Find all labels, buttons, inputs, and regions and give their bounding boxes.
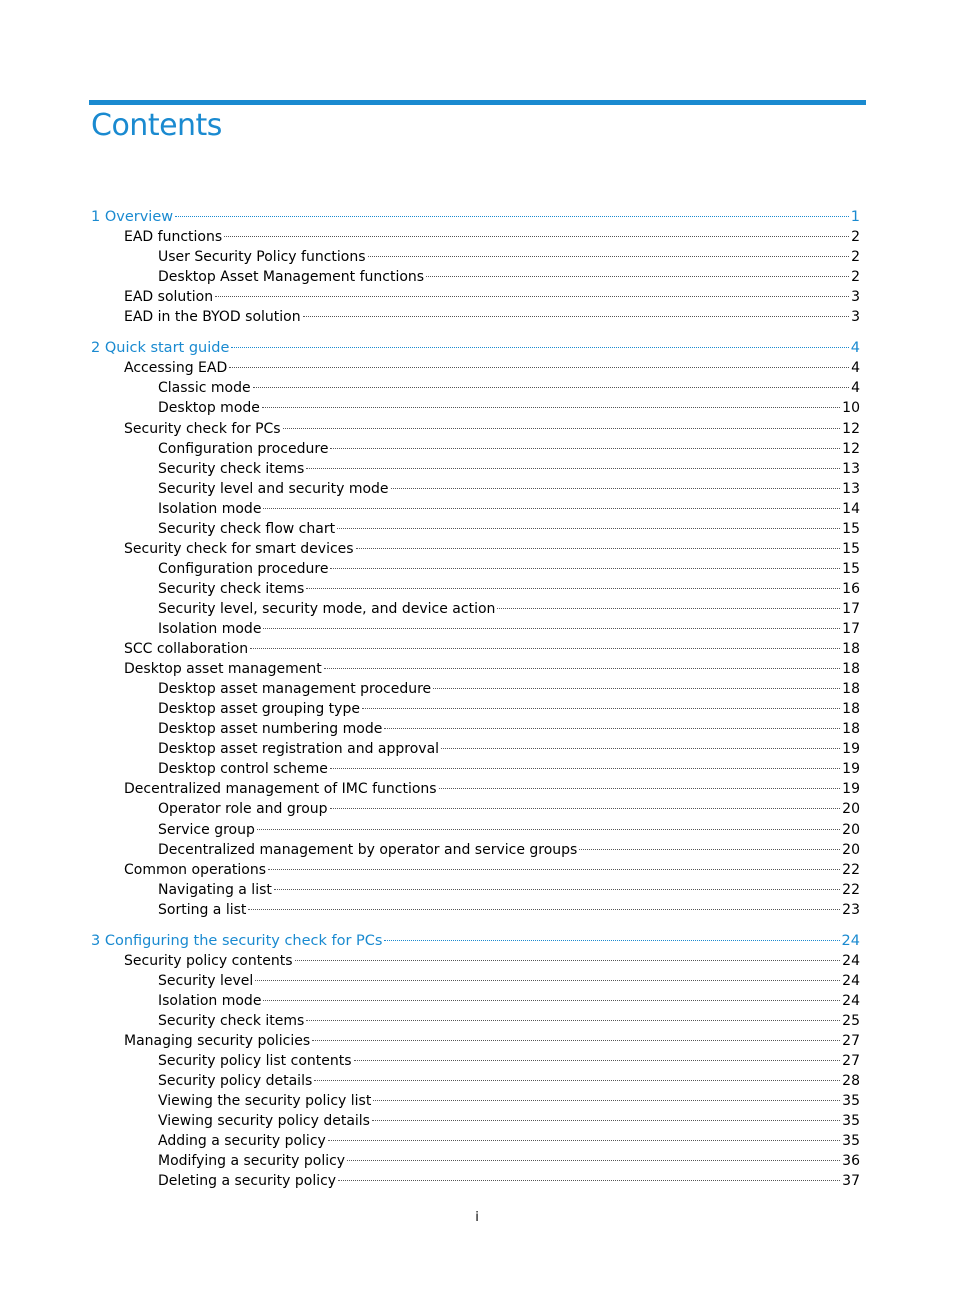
toc-entry-page: 10: [842, 400, 860, 417]
toc-entry[interactable]: [124, 779, 860, 799]
toc-entry-title: Decentralized management by operator and service groups: [158, 841, 578, 858]
toc-entry[interactable]: [158, 1071, 860, 1091]
dot-leader: [338, 1180, 840, 1181]
dot-leader: [579, 849, 840, 850]
toc-entry-title: Security check items: [158, 1012, 305, 1029]
toc-entry[interactable]: [158, 880, 860, 900]
page-title: Contents: [91, 108, 222, 143]
dot-leader: [306, 1020, 840, 1021]
toc-chapter-entry[interactable]: [91, 931, 860, 951]
toc-entry-title: Desktop asset grouping type: [158, 701, 360, 718]
toc-entry-title: Security policy details: [158, 1073, 313, 1090]
toc-entry-page: 24: [842, 992, 860, 1009]
toc-entry-page: 4: [850, 340, 860, 357]
toc-entry-page: 22: [842, 881, 860, 898]
toc-entry-page: 20: [842, 841, 860, 858]
toc-entry-page: 18: [842, 701, 860, 718]
toc-entry[interactable]: [124, 659, 860, 679]
dot-leader: [354, 1060, 841, 1061]
toc-entry-page: 16: [842, 580, 860, 597]
dot-leader: [263, 508, 840, 509]
dot-leader: [224, 236, 849, 237]
toc-entry-title: User Security Policy functions: [158, 249, 366, 266]
toc-entry-page: 36: [842, 1153, 860, 1170]
toc-entry-title: Security level: [158, 972, 254, 989]
toc-entry-page: 23: [842, 901, 860, 918]
toc-entry-title: Viewing the security policy list: [158, 1093, 372, 1110]
toc-entry-title: Accessing EAD: [124, 360, 228, 377]
toc-entry-title: Deleting a security policy: [158, 1173, 337, 1190]
toc-entry-title: Isolation mode: [158, 992, 262, 1009]
toc-entry-title: Desktop asset registration and approval: [158, 741, 440, 758]
toc-entry[interactable]: [124, 1031, 860, 1051]
toc-entry-title: Desktop Asset Management functions: [158, 269, 425, 286]
dot-leader: [368, 256, 850, 257]
toc-entry[interactable]: [124, 287, 860, 307]
toc-entry-page: 35: [842, 1113, 860, 1130]
toc-entry[interactable]: [158, 840, 860, 860]
toc-entry-title: Security check items: [158, 580, 305, 597]
footer-page-number: i: [475, 1210, 479, 1225]
dot-leader: [215, 296, 849, 297]
toc-entry-title: Adding a security policy: [158, 1133, 326, 1150]
toc-entry-title: 2 Quick start guide: [91, 340, 230, 357]
toc-entry-page: 17: [842, 600, 860, 617]
dot-leader: [384, 940, 839, 941]
toc-entry-page: 4: [851, 380, 860, 397]
dot-leader: [229, 367, 849, 368]
toc-entry-title: Desktop asset management procedure: [158, 681, 432, 698]
toc-entry-page: 27: [842, 1033, 860, 1049]
toc-entry[interactable]: [158, 559, 860, 579]
toc-entry-title: Decentralized management of IMC functions: [124, 781, 437, 798]
toc-entry[interactable]: [158, 820, 860, 840]
toc-entry[interactable]: [158, 679, 860, 699]
toc-entry-page: 18: [842, 641, 860, 658]
toc-entry[interactable]: [158, 519, 860, 539]
toc-entry-page: 1: [850, 209, 860, 225]
dot-leader: [268, 869, 840, 870]
toc-entry-page: 24: [842, 952, 860, 969]
toc-entry[interactable]: [124, 951, 860, 971]
toc-entry[interactable]: [158, 1111, 860, 1131]
toc-entry-page: 19: [842, 761, 860, 778]
toc-entry-page: 19: [842, 781, 860, 798]
dot-leader: [231, 347, 848, 348]
toc-entry-title: Security check for smart devices: [124, 540, 354, 557]
toc-entry-page: 17: [842, 621, 860, 637]
toc-entry-page: 35: [842, 1133, 860, 1150]
toc-entry-page: 25: [842, 1012, 860, 1029]
toc-entry-title: Desktop control scheme: [158, 761, 328, 778]
toc-entry[interactable]: [158, 1171, 860, 1191]
toc-entry-title: Configuration procedure: [158, 560, 329, 577]
toc-entry-title: Isolation mode: [158, 621, 262, 637]
toc-entry-title: Common operations: [124, 861, 267, 878]
toc-entry-title: 1 Overview: [91, 209, 174, 225]
toc-entry[interactable]: [158, 398, 860, 418]
dot-leader: [257, 829, 840, 830]
dot-leader: [306, 468, 840, 469]
toc-entry-page: 14: [842, 500, 860, 517]
toc-entry-page: 13: [842, 460, 860, 477]
toc-entry[interactable]: [158, 1011, 860, 1031]
toc-entry[interactable]: [158, 599, 860, 619]
dot-leader: [384, 728, 840, 729]
toc-entry-page: 28: [842, 1073, 860, 1090]
dot-leader: [373, 1100, 840, 1101]
toc-entry[interactable]: [158, 991, 860, 1011]
toc-entry-page: 37: [842, 1173, 860, 1190]
dot-leader: [263, 628, 840, 629]
toc-entry-page: 20: [842, 801, 860, 818]
toc-entry[interactable]: [124, 307, 860, 327]
dot-leader: [274, 889, 840, 890]
toc-entry[interactable]: [124, 639, 860, 659]
dot-leader: [303, 316, 849, 317]
toc-entry-title: Sorting a list: [158, 901, 247, 918]
toc-entry[interactable]: [158, 378, 860, 398]
toc-entry-title: Navigating a list: [158, 881, 272, 898]
toc-entry[interactable]: [158, 247, 860, 267]
toc-entry-title: Modifying a security policy: [158, 1153, 346, 1170]
toc-entry-page: 2: [851, 269, 860, 286]
toc-entry-title: SCC collaboration: [124, 641, 249, 658]
dot-leader: [253, 387, 850, 388]
dot-leader: [372, 1120, 840, 1121]
toc-entry-page: 3: [851, 309, 860, 326]
toc-entry-page: 18: [842, 681, 860, 698]
toc-entry-title: 3 Configuring the security check for PCs: [91, 932, 383, 949]
toc-entry-title: Desktop mode: [158, 400, 260, 417]
toc-entry-page: 20: [842, 821, 860, 838]
toc-entry-page: 13: [842, 480, 860, 497]
toc-entry-title: Isolation mode: [158, 500, 262, 517]
toc-entry-page: 24: [841, 932, 860, 949]
toc-entry-page: 15: [842, 560, 860, 577]
toc-entry-page: 2: [851, 229, 860, 246]
toc-entry-title: Security check items: [158, 460, 305, 477]
toc-entry[interactable]: [124, 419, 860, 439]
toc-entry[interactable]: [158, 479, 860, 499]
dot-leader: [248, 909, 840, 910]
toc-entry[interactable]: [158, 759, 860, 779]
toc-entry-title: Desktop asset management: [124, 661, 322, 678]
toc-entry-page: 18: [842, 721, 860, 738]
dot-leader: [347, 1160, 840, 1161]
toc-entry-page: 3: [851, 289, 860, 306]
toc-entry-title: Classic mode: [158, 380, 251, 397]
dot-leader: [441, 748, 840, 749]
toc-entry[interactable]: [158, 619, 860, 639]
dot-leader: [314, 1080, 840, 1081]
toc-entry[interactable]: [158, 1051, 860, 1071]
toc-entry[interactable]: [158, 1091, 860, 1111]
toc-chapter-entry[interactable]: [91, 207, 860, 227]
toc-entry-title: Desktop asset numbering mode: [158, 721, 383, 738]
toc-entry-title: Security policy contents: [124, 952, 293, 969]
toc-entry-title: EAD solution: [124, 289, 214, 306]
toc-entry-title: Managing security policies: [124, 1033, 311, 1049]
toc-entry[interactable]: [158, 900, 860, 920]
dot-leader: [283, 428, 841, 429]
toc-entry[interactable]: [158, 971, 860, 991]
toc-entry-title: EAD in the BYOD solution: [124, 309, 301, 326]
toc-entry[interactable]: [158, 459, 860, 479]
dot-leader: [330, 448, 840, 449]
toc-entry-title: Security policy list contents: [158, 1053, 352, 1070]
dot-leader: [330, 768, 840, 769]
toc-entry-page: 2: [851, 249, 860, 266]
dot-leader: [426, 276, 849, 277]
toc-entry-title: Service group: [158, 821, 255, 838]
dot-leader: [175, 216, 849, 217]
dot-leader: [337, 528, 840, 529]
toc-entry-title: Operator role and group: [158, 801, 328, 818]
toc-entry-page: 12: [842, 420, 860, 437]
dot-leader: [324, 668, 840, 669]
dot-leader: [295, 960, 841, 961]
dot-leader: [312, 1040, 840, 1041]
dot-leader: [439, 788, 841, 789]
toc-entry[interactable]: [158, 799, 860, 819]
toc-entry-title: Security level and security mode: [158, 480, 389, 497]
toc-entry[interactable]: [158, 699, 860, 719]
dot-leader: [356, 548, 841, 549]
dot-leader: [250, 648, 840, 649]
toc-entry-title: EAD functions: [124, 229, 223, 246]
dot-leader: [262, 407, 840, 408]
dot-leader: [306, 588, 840, 589]
toc-entry-page: 18: [842, 661, 860, 678]
toc-entry-title: Security level, security mode, and device action: [158, 600, 496, 617]
toc-chapter-entry[interactable]: [91, 338, 860, 358]
toc-entry[interactable]: [124, 539, 860, 559]
toc-entry-title: Configuration procedure: [158, 440, 329, 457]
toc-entry-page: 35: [842, 1093, 860, 1110]
dot-leader: [362, 708, 840, 709]
dot-leader: [255, 980, 840, 981]
toc-entry-page: 22: [842, 861, 860, 878]
toc-entry[interactable]: [158, 739, 860, 759]
toc-entry-page: 15: [842, 520, 860, 537]
toc-entry[interactable]: [124, 358, 860, 378]
dot-leader: [391, 488, 841, 489]
toc-entry[interactable]: [158, 499, 860, 519]
toc-entry-page: 12: [842, 440, 860, 457]
toc-entry[interactable]: [124, 227, 860, 247]
dot-leader: [330, 568, 840, 569]
toc-entry[interactable]: [158, 1151, 860, 1171]
dot-leader: [328, 1140, 840, 1141]
toc-entry[interactable]: [158, 1131, 860, 1151]
toc-entry[interactable]: [124, 860, 860, 880]
toc-entry[interactable]: [158, 439, 860, 459]
toc-entry[interactable]: [158, 579, 860, 599]
toc-entry-page: 15: [842, 540, 860, 557]
toc-entry-page: 19: [842, 741, 860, 758]
dot-leader: [497, 608, 840, 609]
dot-leader: [263, 1000, 840, 1001]
toc-entry-page: 27: [842, 1053, 860, 1070]
toc-entry-title: Security check flow chart: [158, 520, 336, 537]
toc-entry[interactable]: [158, 719, 860, 739]
dot-leader: [433, 688, 840, 689]
toc-entry-title: Viewing security policy details: [158, 1113, 370, 1130]
dot-leader: [330, 808, 841, 809]
toc-entry[interactable]: [158, 267, 860, 287]
toc-entry-page: 4: [851, 360, 860, 377]
toc-entry-title: Security check for PCs: [124, 420, 281, 437]
toc-entry-page: 24: [842, 972, 860, 989]
